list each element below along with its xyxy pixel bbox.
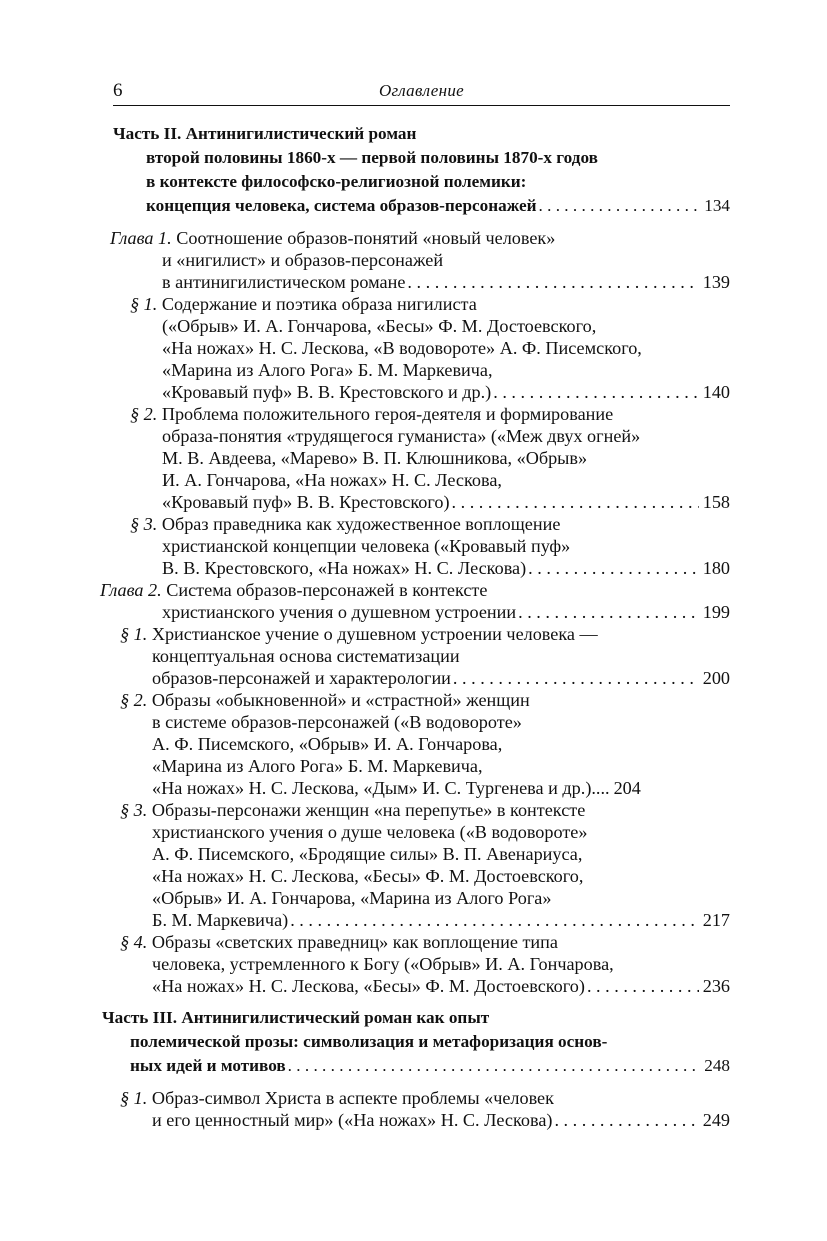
part3-page[interactable]: 248 (704, 1056, 730, 1075)
chapter1-entry-last-line[interactable]: в антинигилистическом романе . . . 139 (162, 270, 730, 294)
ch1-section3-page[interactable]: 180 (702, 558, 730, 578)
ch1-section2-line: образа-понятия «трудящегося гуманиста» («Меж двух огней» (162, 426, 641, 446)
ch1-section1-last-line[interactable]: «Кровавый пуф» В. В. Крестовского и др.) . . . 140 (162, 380, 730, 404)
part3-entry-last-line[interactable]: ных идей и мотивов . . . 248 (130, 1054, 730, 1078)
ch2-section2-page[interactable]: 204 (613, 778, 641, 798)
dot-leader (452, 490, 699, 514)
part3-title-line[interactable]: Часть III. Антинигилистический роман как опыт (102, 1008, 490, 1027)
ch2-section1-line[interactable]: § 1. Христианское учение о душевном устроении человека — (120, 624, 598, 644)
running-title: Оглавление (378, 81, 465, 100)
ch1-section1-line: «На ножах» Н. С. Лескова, «В водовороте» А. Ф. Писемского, (162, 338, 642, 358)
ch1-section3-line: христианской концепции человека («Кровавый пуф» (162, 536, 571, 556)
ch2-section4-last-line[interactable]: «На ножах» Н. С. Лескова, «Бесы» Ф. М. Достоевского) . . . 236 (152, 974, 730, 998)
ch1-section2-page[interactable]: 158 (702, 492, 730, 512)
chapter2-page[interactable]: 199 (702, 602, 730, 622)
page-number: 6 (113, 80, 123, 101)
part2-page[interactable]: 134 (704, 196, 730, 215)
ch1-section2-line: И. А. Гончарова, «На ножах» Н. С. Лескова, (162, 470, 502, 490)
ch2-section3-line: «Обрыв» И. А. Гончарова, «Марина из Алого Рога» (152, 888, 552, 908)
ch2-section3-last-line[interactable]: Б. М. Маркевича) . . . 217 (152, 908, 730, 932)
dot-leader (288, 1054, 701, 1078)
ch1-section2-line: М. В. Авдеева, «Марево» В. П. Клюшникова, «Обрыв» (162, 448, 588, 468)
ch2-section1-line: концептуальная основа систематизации (152, 646, 460, 666)
ch1-section1-line: «Марина из Алого Рога» Б. М. Маркевича, (162, 360, 493, 380)
ch2-section2-line: А. Ф. Писемского, «Обрыв» И. А. Гончарова, (152, 734, 503, 754)
ch2-section2-last-line[interactable]: «На ножах» Н. С. Лескова, «Дым» И. С. Тургенева и др.).... 204 (152, 778, 641, 798)
chapter1-page[interactable]: 139 (702, 272, 730, 292)
part2-title-line: второй половины 1860-х — первой половины 1870-х годов (146, 148, 598, 167)
part2-entry-last-line[interactable]: концепция человека, система образов-персонажей . . . 134 (146, 194, 730, 218)
ch2-section3-page[interactable]: 217 (702, 910, 730, 930)
dot-leader (290, 908, 699, 932)
ch2-section3-line[interactable]: § 3. Образы-персонажи женщин «на перепутье» в контексте (120, 800, 586, 820)
part2-title-line: в контексте философско-религиозной полемики: (146, 172, 527, 191)
ch2-section4-page[interactable]: 236 (702, 976, 730, 996)
ch2-section3-line: христианского учения о душе человека («В водовороте» (152, 822, 588, 842)
part3-section1-line[interactable]: § 1. Образ-символ Христа в аспекте проблемы «человек (120, 1088, 554, 1108)
ch1-section1-line[interactable]: § 1. Содержание и поэтика образа нигилиста (130, 294, 477, 314)
chapter2-title-line[interactable]: Глава 2. Система образов-персонажей в контексте (100, 580, 488, 600)
ch1-section1-page[interactable]: 140 (702, 382, 730, 402)
ch1-section1-line: («Обрыв» И. А. Гончарова, «Бесы» Ф. М. Достоевского, (162, 316, 597, 336)
part3-section1-last-line[interactable]: и его ценностный мир» («На ножах» Н. С. Лескова) . . . 249 (152, 1108, 730, 1132)
ch1-section3-line[interactable]: § 3. Образ праведника как художественное воплощение (130, 514, 561, 534)
ch2-section2-line: «Марина из Алого Рога» Б. М. Маркевича, (152, 756, 483, 776)
dot-leader (493, 380, 698, 404)
dot-leader (407, 270, 698, 294)
dot-leader (554, 1108, 698, 1132)
ch2-section3-line: А. Ф. Писемского, «Бродящие силы» В. П. Авенариуса, (152, 844, 583, 864)
dot-leader (587, 974, 699, 998)
chapter1-title-line: и «нигилист» и образов-персонажей (162, 250, 444, 270)
ch2-section4-line: человека, устремленного к Богу («Обрыв» И. А. Гончарова, (152, 954, 614, 974)
chapter2-prefix: Глава 2. (100, 580, 162, 600)
ch2-section1-last-line[interactable]: образов-персонажей и характерологии . . . 200 (152, 666, 730, 690)
ch2-section1-page[interactable]: 200 (702, 668, 730, 688)
dot-leader (453, 666, 699, 690)
chapter2-entry-last-line[interactable]: христианского учения о душевном устроении . . . 199 (162, 600, 730, 624)
chapter1-title-line[interactable]: Глава 1. Соотношение образов-понятий «новый человек» (110, 228, 556, 248)
ch2-section2-line: в системе образов-персонажей («В водовороте» (152, 712, 522, 732)
ch1-section2-last-line[interactable]: «Кровавый пуф» В. В. Крестовского) . . . 158 (162, 490, 730, 514)
part3-title-line: полемической прозы: символизация и метафоризация основ- (130, 1032, 608, 1051)
ch1-section3-last-line[interactable]: В. В. Крестовского, «На ножах» Н. С. Лескова) . . . 180 (162, 556, 730, 580)
part2-title-line[interactable]: Часть II. Антинигилистический роман (113, 124, 417, 143)
ch2-section3-line: «На ножах» Н. С. Лескова, «Бесы» Ф. М. Достоевского, (152, 866, 584, 886)
dot-leader (528, 556, 699, 580)
part3-section1-page[interactable]: 249 (702, 1110, 730, 1130)
ch1-section2-line[interactable]: § 2. Проблема положительного героя-деятеля и формирование (130, 404, 614, 424)
ch2-section2-line[interactable]: § 2. Образы «обыкновенной» и «страстной» женщин (120, 690, 530, 710)
ch2-section4-line[interactable]: § 4. Образы «светских праведниц» как воплощение типа (120, 932, 558, 952)
chapter1-prefix: Глава 1. (110, 228, 172, 248)
dot-leader (518, 600, 699, 624)
dot-leader (539, 194, 701, 218)
